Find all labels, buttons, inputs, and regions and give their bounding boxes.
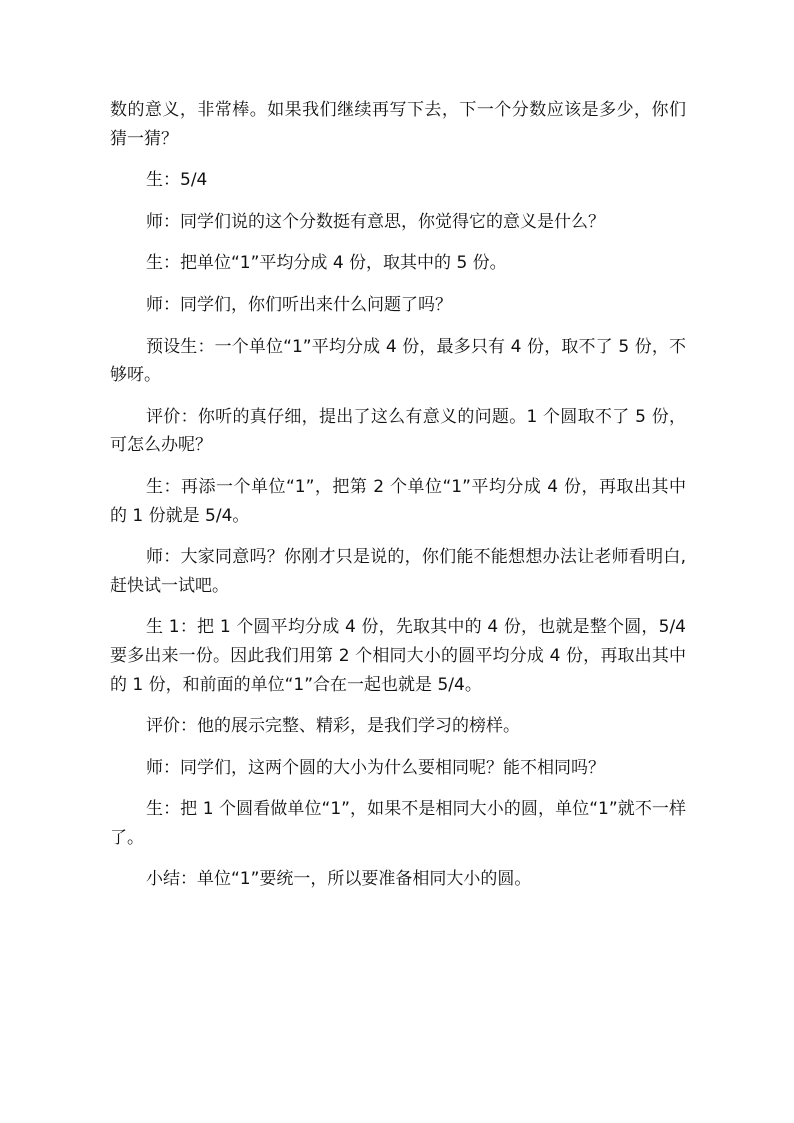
paragraph-11: 评价：他的展示完整、精彩，是我们学习的榜样。 bbox=[146, 716, 520, 737]
paragraph-8: 生：再添一个单位“1”，把第 2 个单位“1”平均分成 4 份，再取出其中的 1 份就是 5/4。 bbox=[110, 476, 686, 526]
paragraph-4: 生：把单位“1”平均分成 4 份，取其中的 5 份。 bbox=[146, 253, 507, 274]
paragraph-5: 师：同学们，你们听出来什么问题了吗？ bbox=[146, 294, 452, 315]
paragraph-6: 预设生：一个单位“1”平均分成 4 份，最多只有 4 份，取不了 5 份，不够呀。 bbox=[110, 336, 686, 386]
paragraph-12: 师：同学们，这两个圆的大小为什么要相同呢？能不相同吗？ bbox=[146, 757, 605, 778]
paragraph-7: 评价：你听的真仔细，提出了这么有意义的问题。1 个圆取不了 5 份，可怎么办呢？ bbox=[110, 406, 686, 456]
paragraph-10: 生 1：把 1 个圆平均分成 4 份，先取其中的 4 份，也就是整个圆，5/4 要多出来一份。因此我们用第 2 个相同大小的圆平均分成 4 份，再取出其中的 1 份，和前面的单位“1”合在一起也就是 5/4。 bbox=[110, 617, 686, 695]
paragraph-14: 小结：单位“1”要统一，所以要准备相同大小的圆。 bbox=[146, 869, 532, 890]
paragraph-3: 师：同学们说的这个分数挺有意思，你觉得它的意义是什么？ bbox=[146, 211, 605, 232]
paragraph-2: 生：5/4 bbox=[146, 170, 208, 191]
document-page bbox=[110, 96, 686, 907]
paragraph-9: 师：大家同意吗？你刚才只是说的，你们能不能想想办法让老师看明白,赶快试一试吧。 bbox=[110, 547, 686, 596]
paragraph-1: 数的意义，非常棒。如果我们继续再写下去，下一个分数应该是多少，你们猜一猜？ bbox=[110, 100, 686, 149]
paragraph-13: 生：把 1 个圆看做单位“1”，如果不是相同大小的圆，单位“1”就不一样了。 bbox=[110, 799, 686, 848]
